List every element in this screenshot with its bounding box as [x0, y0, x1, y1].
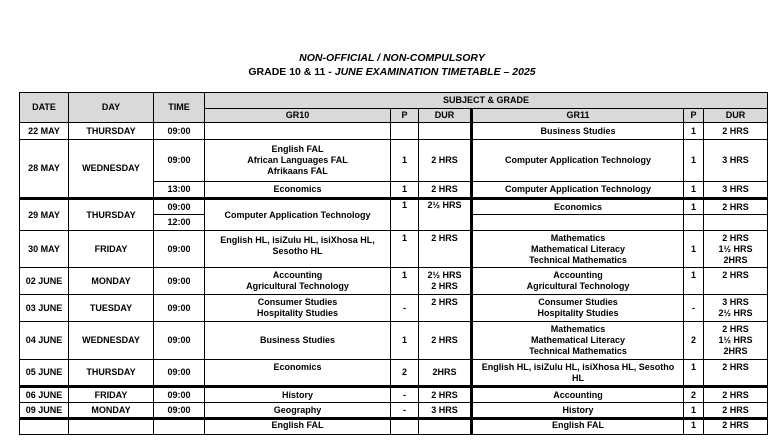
cell-p10: 1 [391, 199, 419, 231]
cell-time: 12:00 [154, 215, 205, 231]
cell-dur11: 2 HRS [704, 123, 768, 140]
cell-gr11: English FAL [472, 419, 684, 435]
cell-gr10: Economics [205, 360, 391, 387]
cell-day: WEDNESDAY [69, 140, 154, 199]
cell-day: MONDAY [69, 268, 154, 295]
cell-dur10 [419, 419, 472, 435]
cell-p10: 2 [391, 360, 419, 387]
cell-time: 13:00 [154, 182, 205, 199]
cell-gr11: Business Studies [472, 123, 684, 140]
cell-gr11: Computer Application Technology [472, 140, 684, 182]
cell-date: 09 JUNE [20, 403, 69, 419]
cell-date: 04 JUNE [20, 322, 69, 360]
cell-gr11: Economics [472, 199, 684, 215]
cell-time: 09:00 [154, 231, 205, 268]
cell-p11: 1 [684, 182, 704, 199]
cell-p10: 1 [391, 182, 419, 199]
cell-p10 [391, 123, 419, 140]
table-row [20, 199, 768, 215]
cell-time: 09:00 [154, 140, 205, 182]
table-row [20, 360, 768, 387]
cell-p10: 1 [391, 231, 419, 268]
cell-p11: 2 [684, 387, 704, 403]
cell-dur11: 2 HRS [704, 199, 768, 215]
cell-time [154, 419, 205, 435]
cell-dur11: 2 HRS [704, 268, 768, 295]
table-row [20, 140, 768, 182]
cell-dur10: 2 HRS [419, 387, 472, 403]
cell-gr10: Geography [205, 403, 391, 419]
cell-dur10: 3 HRS [419, 403, 472, 419]
cell-day [69, 419, 154, 435]
cell-gr10: English HL, isiZulu HL, isiXhosa HL, Sesotho HL [205, 231, 391, 268]
table-row [20, 403, 768, 419]
header-gr10: GR10 [205, 109, 391, 123]
cell-dur10 [419, 123, 472, 140]
header-date: DATE [20, 93, 69, 123]
cell-dur11: 3 HRS [704, 140, 768, 182]
cell-p11: 2 [684, 322, 704, 360]
cell-gr11: Computer Application Technology [472, 182, 684, 199]
cell-gr11 [472, 215, 684, 231]
cell-p10: - [391, 403, 419, 419]
cell-p11: 1 [684, 123, 704, 140]
cell-gr10 [205, 123, 391, 140]
cell-time: 09:00 [154, 295, 205, 322]
cell-day: WEDNESDAY [69, 322, 154, 360]
cell-p11: 1 [684, 360, 704, 387]
table-row [20, 231, 768, 268]
header-dur11: DUR [704, 109, 768, 123]
cell-time: 09:00 [154, 268, 205, 295]
cell-dur11: 2 HRS [704, 419, 768, 435]
cell-date: 06 JUNE [20, 387, 69, 403]
cell-dur11: 3 HRS 2½ HRS [704, 295, 768, 322]
cell-time: 09:00 [154, 123, 205, 140]
cell-p11: - [684, 295, 704, 322]
cell-dur10: 2½ HRS [419, 199, 472, 231]
cell-dur11: 2 HRS 1½ HRS 2HRS [704, 322, 768, 360]
cell-dur10: 2 HRS [419, 231, 472, 268]
cell-day: THURSDAY [69, 199, 154, 231]
cell-p10: 1 [391, 140, 419, 182]
cell-date: 29 MAY [20, 199, 69, 231]
cell-day: FRIDAY [69, 231, 154, 268]
cell-day: TUESDAY [69, 295, 154, 322]
header-subject-grade: SUBJECT & GRADE [205, 93, 768, 109]
cell-time: 09:00 [154, 387, 205, 403]
subtitle-prefix: GRADE 10 & 11 - [248, 66, 335, 78]
cell-dur11: 2 HRS [704, 360, 768, 387]
document-subtitle [0, 66, 784, 78]
header-day: DAY [69, 93, 154, 123]
cell-gr10: Computer Application Technology [205, 199, 391, 231]
cell-p10: 1 [391, 322, 419, 360]
document-title: NON-OFFICIAL / NON-COMPULSORY [299, 52, 485, 64]
cell-date: 22 MAY [20, 123, 69, 140]
table-row [20, 419, 768, 435]
cell-gr10: Accounting Agricultural Technology [205, 268, 391, 295]
header-time: TIME [154, 93, 205, 123]
cell-p11: 1 [684, 140, 704, 182]
cell-day: THURSDAY [69, 123, 154, 140]
cell-date [20, 419, 69, 435]
cell-dur10: 2 HRS [419, 295, 472, 322]
table-row [20, 268, 768, 295]
cell-day: FRIDAY [69, 387, 154, 403]
cell-time: 09:00 [154, 403, 205, 419]
cell-date: 28 MAY [20, 140, 69, 199]
cell-p11: 1 [684, 403, 704, 419]
cell-date: 05 JUNE [20, 360, 69, 387]
cell-p10: - [391, 387, 419, 403]
cell-gr10: History [205, 387, 391, 403]
cell-p11: 1 [684, 231, 704, 268]
cell-date: 02 JUNE [20, 268, 69, 295]
cell-gr11: History [472, 403, 684, 419]
cell-dur10: 2½ HRS 2 HRS [419, 268, 472, 295]
header-p10: P [391, 109, 419, 123]
cell-p11 [684, 215, 704, 231]
cell-dur10: 2 HRS [419, 140, 472, 182]
cell-p10 [391, 419, 419, 435]
subtitle-italic: JUNE EXAMINATION TIMETABLE – 2025 [334, 66, 536, 78]
cell-gr10: Business Studies [205, 322, 391, 360]
cell-p11: 1 [684, 199, 704, 215]
cell-gr10: Economics [205, 182, 391, 199]
cell-dur11: 2 HRS [704, 403, 768, 419]
cell-gr11: English HL, isiZulu HL, isiXhosa HL, Sesotho HL [472, 360, 684, 387]
header-p11: P [684, 109, 704, 123]
header-gr11: GR11 [472, 109, 684, 123]
cell-time: 09:00 [154, 360, 205, 387]
cell-dur11 [704, 215, 768, 231]
cell-p11: 1 [684, 419, 704, 435]
cell-p10: - [391, 295, 419, 322]
cell-gr11: Accounting [472, 387, 684, 403]
cell-gr10: Consumer Studies Hospitality Studies [205, 295, 391, 322]
cell-gr11: Mathematics Mathematical Literacy Technical Mathematics [472, 322, 684, 360]
cell-p11: 1 [684, 268, 704, 295]
table-row [20, 295, 768, 322]
cell-day: MONDAY [69, 403, 154, 419]
cell-gr11: Mathematics Mathematical Literacy Technical Mathematics [472, 231, 684, 268]
cell-dur10: 2 HRS [419, 182, 472, 199]
cell-day: THURSDAY [69, 360, 154, 387]
cell-dur11: 3 HRS [704, 182, 768, 199]
cell-gr10: English FAL African Languages FAL Afrikaans FAL [205, 140, 391, 182]
cell-gr11: Accounting Agricultural Technology [472, 268, 684, 295]
cell-dur10: 2 HRS [419, 322, 472, 360]
cell-dur10: 2HRS [419, 360, 472, 387]
cell-p10: 1 [391, 268, 419, 295]
cell-time: 09:00 [154, 199, 205, 215]
header-dur10: DUR [419, 109, 472, 123]
cell-gr11: Consumer Studies Hospitality Studies [472, 295, 684, 322]
cell-date: 03 JUNE [20, 295, 69, 322]
table-row [20, 123, 768, 140]
table-row [20, 387, 768, 403]
cell-dur11: 2 HRS [704, 387, 768, 403]
table-row [20, 322, 768, 360]
cell-date: 30 MAY [20, 231, 69, 268]
cell-time: 09:00 [154, 322, 205, 360]
timetable [19, 92, 768, 435]
cell-gr10: English FAL [205, 419, 391, 435]
cell-dur11: 2 HRS 1½ HRS 2HRS [704, 231, 768, 268]
